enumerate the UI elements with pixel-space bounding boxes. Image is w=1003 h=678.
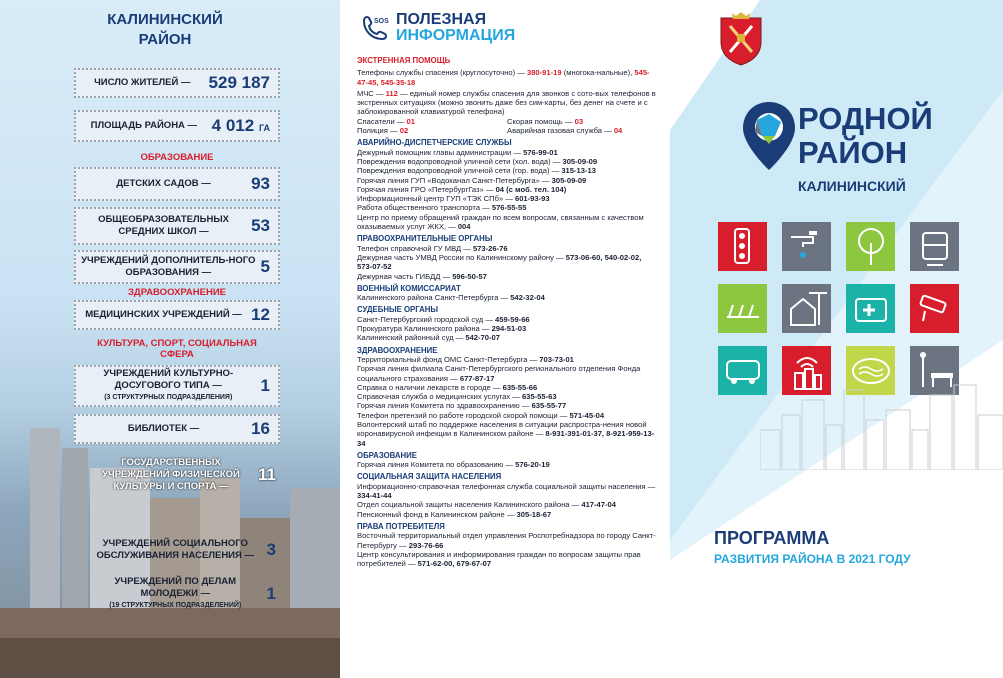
contact-phone: 635-55-77 [531, 401, 567, 411]
district-title [60, 10, 270, 50]
brand-title-line1: РОДНОЙ [798, 101, 933, 136]
contact-text: Горячая линия ГУП «Водоканал Санкт-Петербурга» — [357, 175, 552, 185]
contact-line [357, 148, 657, 157]
section-education: ОБРАЗОВАНИЕ [140, 152, 214, 163]
contact-line [357, 510, 657, 519]
phone: 380-91-19 [526, 68, 562, 78]
contact-text: Центр по приему обращений граждан по всем вопросам, связанным с качеством оказываемых услуг ЖКХ, — [357, 212, 644, 232]
contact-text: Телефон справочной ГУ МВД — [357, 243, 473, 253]
stat-label: МЕДИЦИНСКИХ УЧРЕЖДЕНИЙ — [85, 309, 242, 320]
district-title-line2: РАЙОН [138, 31, 192, 48]
contact-line [357, 355, 657, 364]
emergency-heading: ЭКСТРЕННАЯ ПОМОЩЬ [357, 56, 451, 65]
contact-phone: 703-73-01 [539, 354, 574, 364]
contact-section-heading: ПРАВА ПОТРЕБИТЕЛЯ [357, 521, 445, 531]
stat-value: 11 [258, 465, 276, 484]
stat-social [84, 530, 284, 570]
stat-sub: (19 СТРУКТУРНЫХ ПОДРАЗДЕЛЕНИЙ) [109, 602, 242, 609]
program-title: ПРОГРАММА [714, 528, 830, 548]
district-title-line1: КАЛИНИНСКИЙ [107, 11, 223, 28]
stat-value: 1 [266, 584, 276, 603]
sos-phone-icon [360, 13, 392, 43]
contact-text: Информационный центр ГУП «ТЭК СПб» — [357, 194, 515, 204]
emergency-line [357, 68, 657, 87]
contact-phone: 601-93-93 [514, 194, 550, 204]
stat-unit: ГА [258, 123, 270, 133]
useful-info-title1: ПОЛЕЗНАЯ [396, 11, 487, 28]
police-line [357, 126, 507, 135]
stat-area [74, 110, 280, 142]
stat-sub: (3 СТРУКТУРНЫХ ПОДРАЗДЕЛЕНИЯ) [104, 394, 233, 401]
section-culture: КУЛЬТУРА, СПОРТ, СОЦИАЛЬНАЯ СФЕРА [97, 338, 257, 360]
stat-label: УЧРЕЖДЕНИЙ ДОПОЛНИТЕЛЬ-НОГО ОБРАЗОВАНИЯ — [81, 255, 256, 278]
phone: 545-47-45, 545-35-18 [357, 68, 650, 87]
contact-text: Информационно-справочная телефонная служба социальной защиты населения — [357, 481, 656, 491]
contact-section-heading: ВОЕННЫЙ КОМИССАРИАТ [357, 283, 461, 293]
house-construction-icon [782, 284, 831, 333]
stat-value [212, 116, 278, 136]
contact-line [357, 203, 657, 212]
contact-section-heading: ЗДРАВООХРАНЕНИЕ [357, 345, 438, 355]
stat-value: 12 [251, 305, 270, 324]
contact-phone: 571-45-04 [569, 410, 605, 420]
tram-icon [910, 222, 959, 271]
contact-phone: 8-931-391-01-37, 8-921-959-13-34 [357, 429, 655, 448]
text: Телефоны службы спасения (круглосуточно) — [357, 68, 527, 78]
contact-text: Горячая линия Комитета по образованию — [357, 460, 516, 470]
contact-text: Горячая линия филиала Санкт-Петербургского регионального отделения Фонда социального страхования — [357, 364, 641, 383]
emergency-short-numbers [357, 117, 657, 126]
contact-text: Восточный территориальный отдел управления Роспотребнадзора по городу Санкт-Петербургу — [357, 531, 656, 550]
contact-phone: 596-50-57 [452, 271, 487, 281]
coat-of-arms-icon [718, 12, 764, 66]
contact-phone: 542-70-07 [465, 333, 500, 343]
contact-line [357, 411, 657, 420]
contact-text: Дежурная часть УМВД России по Калининскому району — [357, 252, 566, 262]
stat-value: 16 [251, 419, 270, 438]
district-stats-panel [0, 0, 340, 678]
contact-section-heading: СУДЕБНЫЕ ОРГАНЫ [357, 305, 439, 315]
contact-phone: 573-26-76 [472, 243, 508, 253]
stat-label [84, 576, 267, 612]
contact-text: Повреждения водопроводной уличной сети (хол. вода) — [357, 156, 563, 166]
contact-phone: 305-18-67 [516, 509, 552, 519]
contact-phone: 459-59-66 [495, 314, 530, 324]
stat-label: УЧРЕЖДЕНИЙ СОЦИАЛЬНОГО ОБСЛУЖИВАНИЯ НАСЕЛЕНИЯ — [96, 538, 254, 561]
contact-line [357, 364, 657, 383]
contact-line [357, 383, 657, 392]
contact-sections [357, 138, 657, 568]
contact-text: Прокуратура Калининского района — [357, 324, 492, 334]
contact-text: Справка о наличии лекарств в городе — [357, 382, 503, 392]
contact-section-heading: АВАРИЙНО-ДИСПЕТЧЕРСКИЕ СЛУЖБЫ [357, 138, 512, 148]
medical-kit-icon [846, 284, 895, 333]
contact-line [357, 392, 657, 401]
cctv-camera-icon [910, 284, 959, 333]
stat-label: БИБЛИОТЕК — [127, 423, 200, 434]
contact-line [357, 244, 657, 253]
contact-line [357, 253, 657, 272]
contact-line [357, 185, 657, 194]
stat-label [76, 368, 261, 404]
stat-schools [74, 207, 280, 245]
section-health: ЗДРАВООХРАНЕНИЕ [127, 287, 227, 298]
stat-label-text: УЧРЕЖДЕНИЙ ПО ДЕЛАМ МОЛОДЕЖИ — [114, 576, 237, 599]
contact-text: Калининский районный суд — [357, 333, 466, 343]
cover-panel [670, 0, 1003, 678]
contact-phone: 04 (с моб. тел. 104) [495, 184, 567, 194]
contact-section-heading: ПРАВООХРАНИТЕЛЬНЫЕ ОРГАНЫ [357, 234, 493, 244]
contact-line [357, 500, 657, 509]
text: — единый номер службы спасения для звонков с сото-вых телефонов в экстренных ситуациях (можно звонить даже без сим-карты, без денег на счете и с заблокированной клавиатурой телефона) [357, 88, 656, 117]
plants-icon [718, 284, 767, 333]
contact-line [357, 550, 657, 569]
text: Аварийная газовая служба — [507, 126, 614, 136]
contact-text: Повреждения водопроводной уличной сети (гор. вода) — [357, 166, 562, 176]
contact-section-heading: СОЦИАЛЬНАЯ ЗАЩИТА НАСЕЛЕНИЯ [357, 472, 502, 482]
contact-text: Справочная служба о медицинских услугах — [357, 392, 522, 402]
contact-text: Телефон претензий по работе городской скорой помощи — [357, 410, 570, 420]
gas-line [507, 126, 657, 135]
contact-line [357, 176, 657, 185]
text: Скорая помощь — [507, 116, 575, 126]
contact-text: Калининского района Санкт-Петербурга — [357, 293, 511, 303]
stat-culture-leisure [74, 365, 280, 407]
contact-phone: 576-20-19 [515, 460, 550, 470]
contact-line [357, 293, 657, 302]
contact-phone: 542-32-04 [510, 293, 545, 303]
contact-phone: 293-76-66 [408, 540, 444, 550]
stat-youth [84, 574, 284, 614]
stat-value: 1 [260, 376, 270, 395]
contact-line [357, 324, 657, 333]
stat-kindergartens [74, 167, 280, 201]
stat-value: 53 [251, 216, 270, 235]
contact-text: Работа общественного транспорта — [357, 203, 492, 213]
contact-text: Санкт-Петербургский городской суд — [357, 314, 496, 324]
phone: 112 [385, 88, 398, 98]
stat-value: 93 [251, 174, 270, 193]
stat-value: 529 187 [208, 73, 270, 92]
stat-number: 4 012 [211, 116, 255, 135]
stat-medical [74, 300, 280, 330]
tree-icon [846, 222, 895, 271]
contact-phone: 576-99-01 [523, 147, 558, 157]
contact-text: Горячая линия ГРО «ПетербургГаз» — [357, 184, 496, 194]
contact-line [357, 333, 657, 342]
ambulance-line [507, 117, 657, 126]
stat-label: ДЕТСКИХ САДОВ — [116, 178, 211, 189]
sos-label: SOS [374, 18, 389, 25]
text: Спасатели — [357, 116, 407, 126]
contact-text: Центр консультирования и информирования граждан по вопросам защиты прав потребителей — [357, 549, 641, 569]
contact-text: Горячая линия Комитета по здравоохранению — [357, 401, 532, 411]
contact-text: Отдел социальной защиты населения Калининского района — [357, 500, 582, 510]
contact-line [357, 420, 657, 448]
city-skyline-outline [760, 370, 1003, 470]
phone: 02 [399, 126, 409, 136]
contact-phone: 635-55-63 [521, 392, 557, 402]
stat-label: ЧИСЛО ЖИТЕЛЕЙ — [94, 77, 191, 88]
contact-line [357, 213, 657, 232]
contact-phone: 305-09-09 [551, 175, 587, 185]
stat-population [74, 68, 280, 98]
phone: 03 [574, 116, 584, 126]
emergency-line [357, 89, 657, 117]
contact-line [357, 460, 657, 469]
water-tap-icon [782, 222, 831, 271]
stat-label: ОБЩЕОБРАЗОВАТЕЛЬНЫХ СРЕДНИХ ШКОЛ — [98, 214, 229, 237]
stat-label: ПЛОЩАДЬ РАЙОНА — [90, 120, 198, 131]
stat-sport [84, 452, 284, 498]
traffic-light-icon [718, 222, 767, 271]
contact-text: Пенсионный фонд в Калининском районе — [357, 509, 517, 519]
rescuers-line [357, 117, 507, 126]
contact-phone: 573-06-60, 540-02-02, 573-07-52 [357, 252, 642, 272]
contact-line [357, 531, 657, 550]
stat-label: ГОСУДАРСТВЕННЫХ УЧРЕЖДЕНИЙ ФИЗИЧЕСКОЙ КУЛЬТУРЫ И СПОРТА — [102, 457, 240, 492]
contact-line [357, 272, 657, 281]
contact-phone: 334-41-44 [357, 491, 392, 501]
brand-title-line2: РАЙОН [798, 135, 908, 170]
text: МЧС — [357, 88, 386, 98]
useful-info-header [360, 12, 515, 44]
contact-phone: 305-09-09 [562, 156, 598, 166]
phone: 01 [406, 116, 415, 126]
emergency-short-numbers [357, 126, 657, 135]
useful-info-panel [340, 0, 670, 678]
contact-text: Дежурный помощник главы администрации — [357, 147, 524, 157]
stat-value: 5 [260, 257, 270, 276]
contact-phone: 315-13-13 [561, 166, 596, 176]
contacts-list [357, 56, 657, 568]
phone: 04 [613, 126, 623, 136]
contact-phone: 576-55-55 [491, 203, 527, 213]
contact-phone: 677-87-17 [459, 373, 495, 383]
stat-label-text: УЧРЕЖДЕНИЙ КУЛЬТУРНО-ДОСУГОВОГО ТИПА — [103, 368, 234, 391]
stat-additional-education [74, 250, 280, 284]
contact-line [357, 401, 657, 410]
brand-subtitle: КАЛИНИНСКИЙ [798, 178, 906, 194]
program-subtitle: РАЗВИТИЯ РАЙОНА В 2021 ГОДУ [714, 552, 911, 566]
contact-line [357, 194, 657, 203]
contact-phone: 004 [457, 222, 471, 232]
text: Полиция — [357, 126, 400, 136]
contact-phone: 417-47-04 [581, 500, 616, 510]
contact-text: Дежурная часть ГИБДД — [357, 271, 453, 281]
text: (многока-нальные), [561, 68, 635, 78]
contact-line [357, 315, 657, 324]
contact-phone: 635-55-66 [502, 382, 538, 392]
contact-phone: 294-51-03 [491, 324, 527, 334]
contact-text: Волонтерский штаб по поддержке населения в ситуации распростра-нения новой коронавирусной инфекции в Калининском районе — [357, 419, 647, 439]
stat-value: 3 [266, 540, 276, 559]
contact-line [357, 166, 657, 175]
stat-libraries [74, 414, 280, 444]
contact-section-heading: ОБРАЗОВАНИЕ [357, 450, 417, 460]
contact-text: Территориальный фонд ОМС Санкт-Петербурга — [357, 354, 540, 364]
contact-phone: 571-62-00, 679-67-07 [417, 559, 492, 569]
contact-line [357, 482, 657, 501]
contact-line [357, 157, 657, 166]
location-pin-logo-icon [740, 100, 798, 172]
useful-info-title2: ИНФОРМАЦИЯ [396, 27, 516, 44]
